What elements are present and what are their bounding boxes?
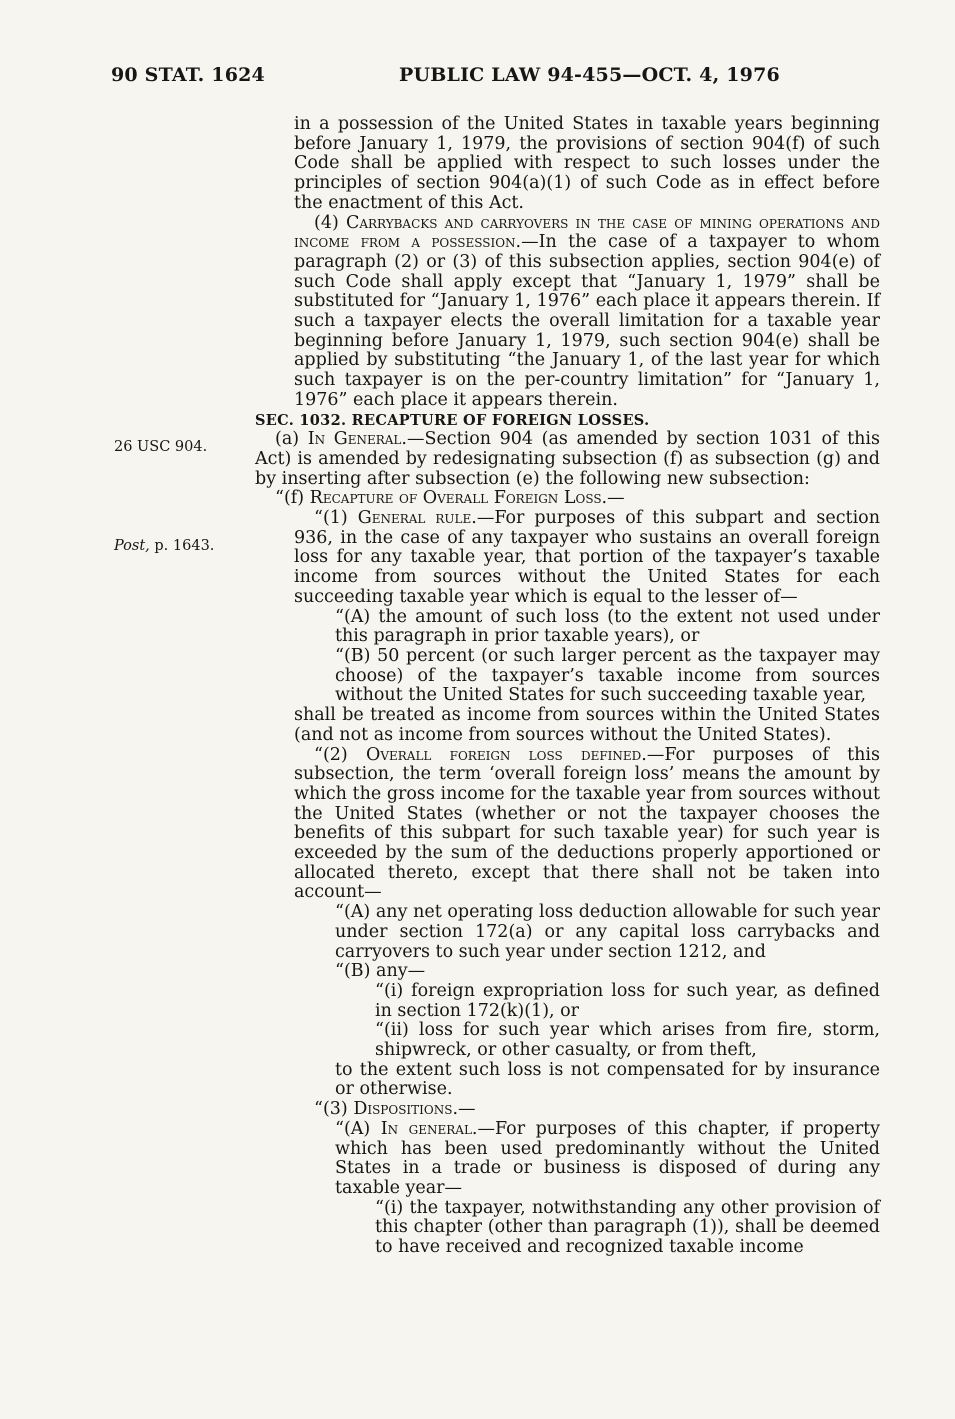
- subsection-a: [255, 430, 880, 489]
- paragraph-f3-dash: —: [458, 1099, 476, 1120]
- paragraph-f1: [255, 509, 880, 608]
- subsection-f-heading-line: [255, 489, 880, 509]
- paragraph-continuation: in a possession of the United States in taxable years beginning before January 1, 1979, the provisions of section 904(f) of such Code shall be applied with respect to such losses under the principles of section 904(a)(1) of such Code as in effect before the enactment of this Act.: [294, 114, 880, 213]
- margin-note-post-italic: Post,: [114, 538, 150, 554]
- paragraph-4: [255, 214, 880, 411]
- subparagraph-f3-A: [255, 1120, 880, 1199]
- paragraph-f2-number: “(2): [314, 744, 366, 765]
- subparagraph-f3-A-number: “(A): [335, 1118, 381, 1139]
- paragraph-f1-heading: General rule.: [357, 508, 477, 529]
- subparagraph-f1-A: “(A) the amount of such loss (to the extent not used under this paragraph in prior taxable years), or: [335, 606, 880, 647]
- subparagraph-f3-A-heading: In general.: [380, 1118, 478, 1139]
- margin-note-usc: 26 USC 904.: [114, 439, 208, 455]
- section-heading: SEC. 1032. RECAPTURE OF FOREIGN LOSSES.: [255, 411, 650, 429]
- subsection-f-dash: —: [607, 488, 625, 509]
- paragraph-4-text: —In the case of a taxpayer to whom paragraph (2) or (3) of this subsection applies, section 904(e) of such Code shall apply except that “January 1, 1979” shall be substituted for “January 1, 1976” each place it appears therein. If such a taxpayer elects the overall limitation for a taxable year beginning before January 1, 1979, such section 904(e) shall be applied by substituting “the January 1, of the last year for which such taxpayer is on the per-country limitation” for “January 1, 1976” each place it appears therein.: [294, 232, 881, 410]
- subsection-f-heading: Recapture of Overall Foreign Loss.: [309, 488, 608, 509]
- paragraph-f2: [255, 746, 880, 904]
- clause-f2-B-ii: “(ii) loss for such year which arises from fire, storm, shipwreck, or other casualty, or from theft,: [375, 1020, 880, 1061]
- margin-note-post: [114, 536, 214, 556]
- paragraph-f1-tail: shall be treated as income from sources within the United States (and not as income from sources without the United States).: [294, 705, 880, 745]
- page-citation: 90 STAT. 1624: [111, 64, 265, 86]
- subsection-f-number: “(f): [275, 488, 310, 509]
- paragraph-f3-number: “(3): [314, 1099, 354, 1120]
- subparagraph-f3-A-text: —For purposes of this chapter, if property which has been used predominantly without the United States in a trade or business is disposed of during any taxable year—: [335, 1118, 880, 1198]
- margin-note-post-rest: p. 1643.: [149, 538, 215, 554]
- paragraph-f1-text: —For purposes of this subpart and section 936, in the case of any taxpayer who sustains an overall foreign loss for any taxable year, that portion of the taxpayer’s taxable income from sources without the United States for each succeeding taxable year which is equal to the lesser of—: [294, 508, 880, 607]
- statute-body: [255, 115, 880, 1258]
- paragraph-f3-heading: Dispositions.: [353, 1099, 459, 1120]
- subsection-a-heading: In General.: [307, 429, 407, 450]
- subsection-a-text: —Section 904 (as amended by section 1031 of this Act) is amended by redesignating subsection (f) as subsection (g) and by inserting after subsection (e) the following new subsection:: [255, 429, 880, 489]
- paragraph-f1-number: “(1): [314, 508, 358, 529]
- running-title: PUBLIC LAW 94-455—OCT. 4, 1976: [399, 64, 780, 86]
- paragraph-4-heading: Carrybacks and carryovers in the case of mining operations and income from a possession.: [294, 212, 880, 253]
- subparagraph-f2-B: “(B) any—: [335, 961, 426, 982]
- paragraph-4-number: (4): [314, 212, 346, 233]
- paragraph-f2-text: —For purposes of this subsection, the term ‘overall foreign loss’ means the amount by which the gross income for the taxable year from sources without the United States (whether or not the taxpayer chooses the benefits of this subpart for such taxable year) for such year is exceeded by the sum of the deductions properly apportioned or allocated thereto, except that there shall not be taken into account—: [294, 744, 880, 903]
- paragraph-f3-heading-line: [255, 1100, 880, 1120]
- clause-f3-A-i: “(i) the taxpayer, notwithstanding any other provision of this chapter (other than paragraph (1)), shall be deemed to have received and recognized taxable income: [375, 1197, 880, 1258]
- subsection-a-number: (a): [275, 429, 308, 450]
- subparagraph-f2-A: “(A) any net operating loss deduction allowable for such year under section 172(a) or any capital loss carrybacks and carryovers to such year under section 1212, and: [335, 902, 880, 962]
- paragraph-f2-heading: Overall foreign loss defined.: [365, 744, 647, 765]
- subparagraph-f1-B: “(B) 50 percent (or such larger percent as the taxpayer may choose) of the taxpayer’s taxable income from sources without the United States for such succeeding taxable year,: [335, 645, 880, 706]
- paragraph-f2-tail: to the extent such loss is not compensated for by insurance or otherwise.: [335, 1059, 880, 1100]
- clause-f2-B-i: “(i) foreign expropriation loss for such year, as defined in section 172(k)(1), or: [375, 980, 880, 1021]
